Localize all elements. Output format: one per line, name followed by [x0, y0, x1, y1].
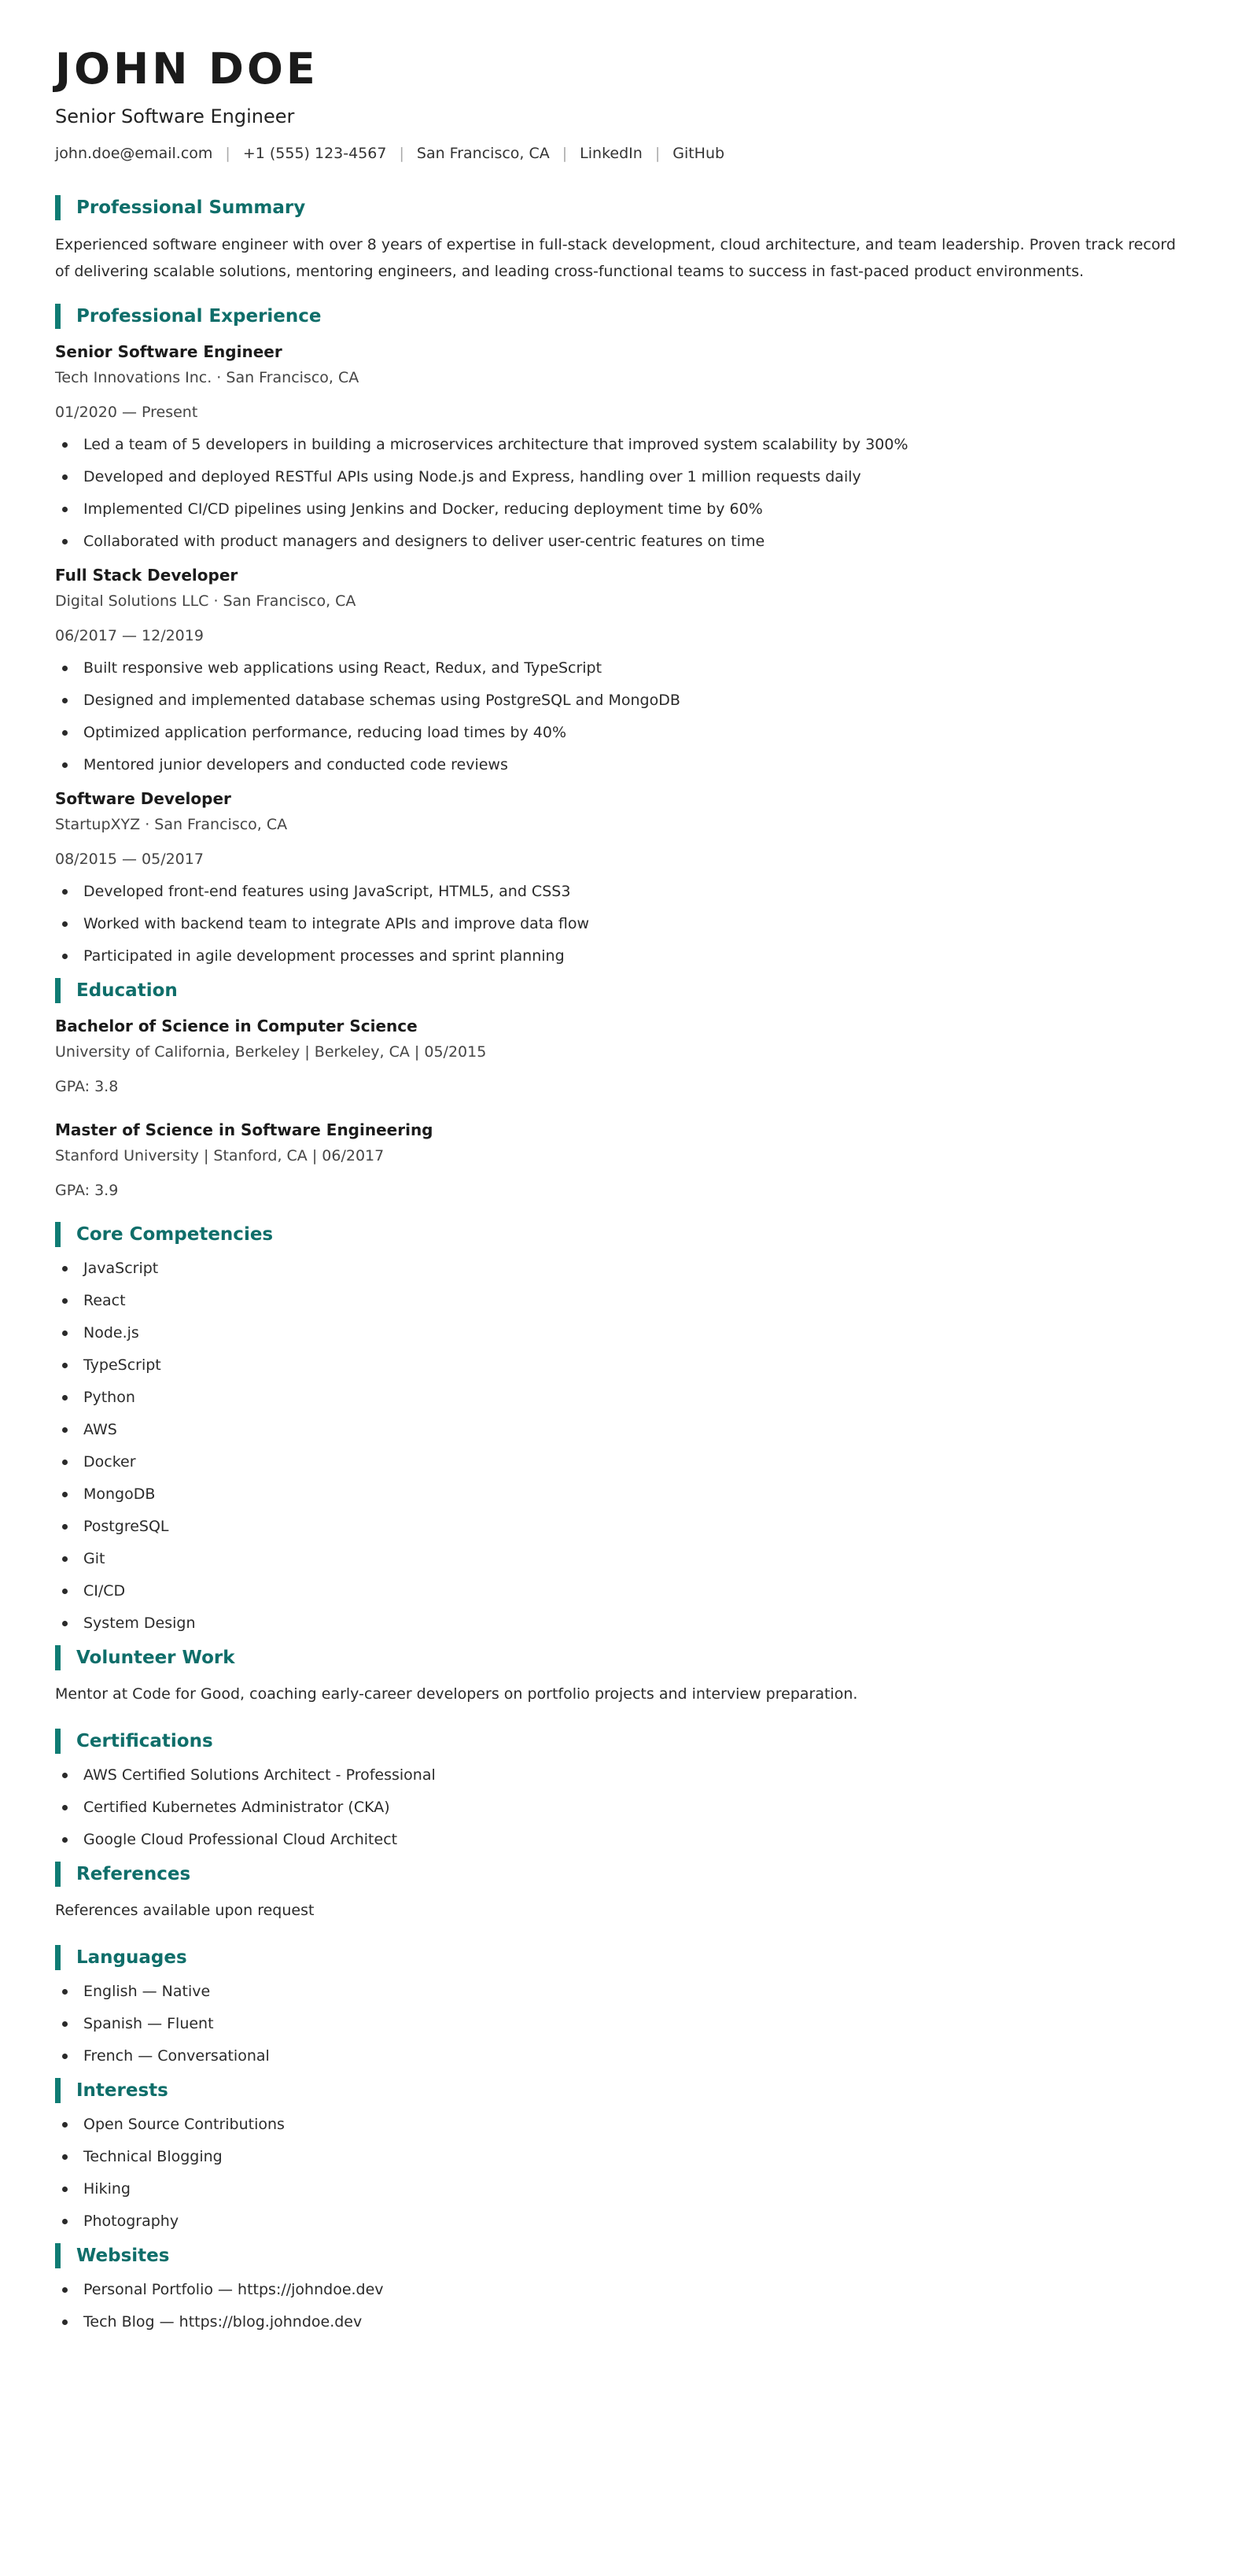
- section-heading-certifications: [55, 1729, 1194, 1754]
- section-heading-volunteer: [55, 1645, 1194, 1670]
- degree-gpa: GPA: 3.8: [55, 1078, 119, 1095]
- section-heading-websites: [55, 2243, 1194, 2268]
- heading-accent-bar: [55, 1729, 61, 1754]
- section-heading-text: Professional Experience: [76, 306, 322, 327]
- list-item: Certified Kubernetes Administrator (CKA): [55, 1797, 1194, 1818]
- section-heading-text: Interests: [76, 2080, 168, 2101]
- contact-linkedin: LinkedIn: [580, 145, 643, 162]
- job-title: Senior Software Engineer: [55, 342, 282, 361]
- degree-title: Master of Science in Software Engineering: [55, 1120, 433, 1139]
- contact-email: john.doe@email.com: [55, 145, 213, 162]
- section-heading-text: References: [76, 1864, 191, 1884]
- contact-github: GitHub: [672, 145, 725, 162]
- degree-detail: Stanford University | Stanford, CA | 06/2017: [55, 1147, 385, 1164]
- certification-list: [55, 1765, 1194, 1851]
- job-entry: [55, 787, 1194, 967]
- list-item: Docker: [55, 1452, 1194, 1473]
- volunteer-text: Mentor at Code for Good, coaching early-career developers on portfolio projects and interview preparation.: [55, 1685, 858, 1703]
- degree-title: Bachelor of Science in Computer Science: [55, 1017, 418, 1035]
- section-heading-text: Core Competencies: [76, 1224, 274, 1245]
- heading-accent-bar: [55, 978, 61, 1003]
- education-entry: [55, 1014, 1194, 1098]
- job-title: Full Stack Developer: [55, 566, 238, 585]
- list-item: TypeScript: [55, 1355, 1194, 1376]
- list-item: Technical Blogging: [55, 2146, 1194, 2168]
- section-heading-text: Education: [76, 980, 178, 1001]
- degree-detail: University of California, Berkeley | Berkeley, CA | 05/2015: [55, 1043, 487, 1061]
- list-item: Git: [55, 1548, 1194, 1570]
- list-item: Built responsive web applications using React, Redux, and TypeScript: [55, 658, 1194, 679]
- contact-phone: +1 (555) 123-4567: [242, 145, 387, 162]
- summary-text: Experienced software engineer with over 8 years of expertise in full-stack development, cloud architecture, and team leadership. Proven track record of delivering scalable solutions, mentoring engineers, and leading cross-functional teams to success in fast-paced product environments.: [55, 236, 1176, 280]
- list-item: French — Conversational: [55, 2046, 1194, 2067]
- list-item: Developed and deployed RESTful APIs using Node.js and Express, handling over 1 million requests daily: [55, 467, 1194, 488]
- job-dates: 06/2017 — 12/2019: [55, 627, 204, 644]
- list-item: Worked with backend team to integrate APIs and improve data flow: [55, 913, 1194, 935]
- heading-accent-bar: [55, 1945, 61, 1970]
- heading-accent-bar: [55, 304, 61, 329]
- list-item: Google Cloud Professional Cloud Architect: [55, 1829, 1194, 1851]
- interest-list: [55, 2114, 1194, 2232]
- list-item: Node.js: [55, 1323, 1194, 1344]
- section-heading-languages: [55, 1945, 1194, 1970]
- section-heading-interests: [55, 2078, 1194, 2103]
- heading-accent-bar: [55, 1222, 61, 1247]
- job-entry: [55, 563, 1194, 776]
- job-entry: [55, 340, 1194, 552]
- list-item: Open Source Contributions: [55, 2114, 1194, 2135]
- heading-accent-bar: [55, 1862, 61, 1887]
- list-item: AWS Certified Solutions Architect - Professional: [55, 1765, 1194, 1786]
- section-heading-references: [55, 1862, 1194, 1887]
- heading-accent-bar: [55, 2078, 61, 2103]
- website-link[interactable]: Tech Blog — https://blog.johndoe.dev: [55, 2312, 1194, 2333]
- list-item: Led a team of 5 developers in building a microservices architecture that improved system scalability by 300%: [55, 434, 1194, 456]
- list-item: Mentored junior developers and conducted code reviews: [55, 755, 1194, 776]
- section-heading-experience: [55, 304, 1194, 329]
- job-bullets: [55, 658, 1194, 776]
- list-item: React: [55, 1290, 1194, 1312]
- section-heading-text: Certifications: [76, 1731, 213, 1751]
- section-heading-text: Languages: [76, 1947, 187, 1968]
- list-item: System Design: [55, 1613, 1194, 1634]
- website-list: [55, 2279, 1194, 2333]
- section-heading-text: Volunteer Work: [76, 1648, 235, 1668]
- contact-separator: |: [399, 145, 404, 162]
- section-heading-text: Websites: [76, 2246, 170, 2266]
- list-item: Hiking: [55, 2179, 1194, 2200]
- contact-separator: |: [562, 145, 568, 162]
- job-company: Tech Innovations Inc. · San Francisco, CA: [55, 369, 359, 386]
- list-item: Implemented CI/CD pipelines using Jenkins and Docker, reducing deployment time by 60%: [55, 499, 1194, 520]
- competency-list: [55, 1258, 1194, 1634]
- list-item: Python: [55, 1387, 1194, 1408]
- section-heading-competencies: [55, 1222, 1194, 1247]
- job-bullets: [55, 434, 1194, 552]
- list-item: CI/CD: [55, 1581, 1194, 1602]
- heading-accent-bar: [55, 195, 61, 220]
- section-heading-summary: [55, 195, 1194, 220]
- list-item: JavaScript: [55, 1258, 1194, 1279]
- section-heading-education: [55, 978, 1194, 1003]
- contact-location: San Francisco, CA: [416, 145, 550, 162]
- list-item: Developed front-end features using JavaScript, HTML5, and CSS3: [55, 881, 1194, 902]
- contact-line: [55, 143, 1194, 164]
- job-company: Digital Solutions LLC · San Francisco, CA: [55, 592, 356, 610]
- job-dates: 01/2020 — Present: [55, 404, 198, 421]
- degree-gpa: GPA: 3.9: [55, 1182, 119, 1199]
- list-item: AWS: [55, 1419, 1194, 1441]
- heading-accent-bar: [55, 1645, 61, 1670]
- list-item: Designed and implemented database schemas using PostgreSQL and MongoDB: [55, 690, 1194, 711]
- list-item: Photography: [55, 2211, 1194, 2232]
- job-title: Software Developer: [55, 789, 231, 808]
- contact-separator: |: [654, 145, 661, 162]
- job-bullets: [55, 881, 1194, 967]
- resume-header: [55, 44, 1194, 164]
- list-item: PostgreSQL: [55, 1516, 1194, 1537]
- list-item: Optimized application performance, reducing load times by 40%: [55, 722, 1194, 744]
- list-item: Participated in agile development processes and sprint planning: [55, 946, 1194, 967]
- education-entry: [55, 1118, 1194, 1201]
- heading-accent-bar: [55, 2243, 61, 2268]
- references-text: References available upon request: [55, 1902, 315, 1919]
- job-company: StartupXYZ · San Francisco, CA: [55, 816, 288, 833]
- section-heading-text: Professional Summary: [76, 197, 306, 218]
- contact-separator: |: [225, 145, 230, 162]
- list-item: Collaborated with product managers and designers to deliver user-centric features on time: [55, 531, 1194, 552]
- candidate-title: Senior Software Engineer: [55, 105, 295, 127]
- language-list: [55, 1981, 1194, 2067]
- website-link[interactable]: Personal Portfolio — https://johndoe.dev: [55, 2279, 1194, 2301]
- job-dates: 08/2015 — 05/2017: [55, 851, 204, 868]
- list-item: MongoDB: [55, 1484, 1194, 1505]
- list-item: Spanish — Fluent: [55, 2013, 1194, 2035]
- list-item: English — Native: [55, 1981, 1194, 2002]
- candidate-name: JOHN DOE: [55, 44, 319, 94]
